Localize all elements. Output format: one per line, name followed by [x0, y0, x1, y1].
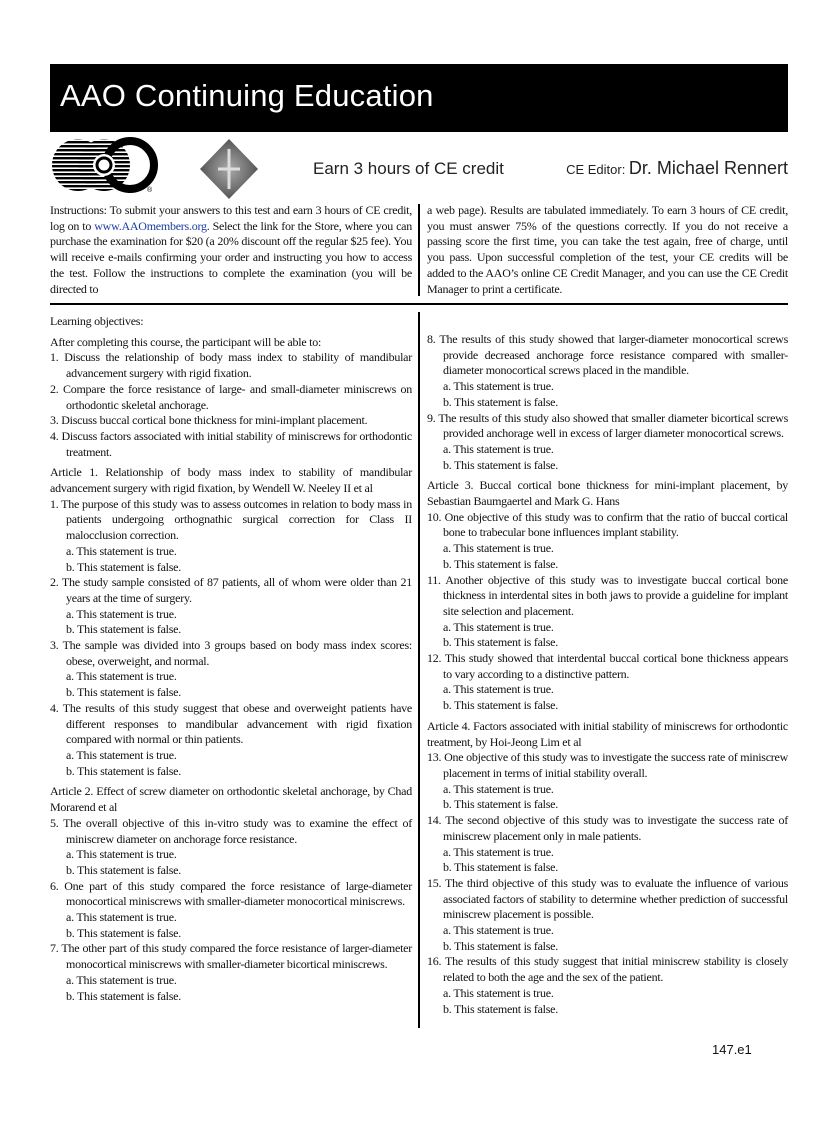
answer-option[interactable]: a. This statement is true.	[66, 910, 177, 925]
question-number: 1.	[50, 496, 59, 511]
section-heading: Learning objectives:	[50, 314, 144, 328]
question-text: One objective of this study was to investigate the success rate of miniscrew placement in terms of initial stability overall.	[443, 750, 789, 780]
question-text: The results of this study suggest that obese and overweight patients have different responses to mandibular advancement with rigid fixation compared with normal or thin patients.	[62, 700, 412, 747]
question-text: One objective of this study was to confirm that the ratio of buccal cortical bone to trabecular bone influences implant stability.	[443, 509, 789, 540]
question	[50, 816, 412, 847]
question-number: 3.	[50, 413, 59, 428]
question	[427, 573, 788, 620]
left-column	[50, 312, 412, 1004]
diamond-emblem-icon	[198, 137, 260, 201]
question-text: One part of this study compared the force resistance of large-diameter monocortical miniscrews with smaller-diameter monocortical miniscrews.	[64, 878, 412, 909]
answer-option[interactable]: a. This statement is true.	[443, 844, 554, 859]
answer-option[interactable]: a. This statement is true.	[66, 847, 177, 862]
question-number: 13.	[427, 750, 442, 765]
question-text: Discuss factors associated with initial stability of miniscrews for orthodontic treatment.	[61, 428, 413, 459]
question-number: 2.	[50, 575, 59, 590]
question-number: 8.	[427, 332, 436, 346]
answer-option[interactable]: b. This statement is false.	[443, 556, 559, 571]
ce-editor-label: CE Editor:	[566, 162, 629, 177]
aao-members-link[interactable]: www.AAOmembers.org	[94, 218, 207, 233]
question-text: The second objective of this study was to investigate the success rate of miniscrew placement only in male patients.	[443, 813, 788, 843]
question-text: Another objective of this study was to investigate buccal cortical bone thickness in interdental sites in both jaws to provide a guideline for implant site selection and placement.	[443, 572, 788, 618]
answer-option[interactable]: a. This statement is true.	[66, 747, 177, 762]
question	[427, 876, 788, 923]
question	[50, 382, 412, 413]
answer-option[interactable]: b. This statement is false.	[66, 925, 182, 940]
answer-option[interactable]: b. This statement is false.	[443, 698, 559, 713]
question-number: 16.	[427, 954, 442, 969]
question-number: 1.	[50, 350, 59, 365]
question	[427, 813, 788, 844]
ce-editor-name: Dr. Michael Rennert	[628, 158, 788, 178]
question-text: The study sample consisted of 87 patients, all of whom were older than 21 years at the time of surgery.	[61, 575, 412, 605]
question-number: 15.	[427, 875, 442, 890]
ce-editor	[566, 158, 788, 179]
answer-option[interactable]: b. This statement is false.	[443, 635, 559, 650]
question-number: 4.	[50, 428, 59, 443]
question	[50, 350, 412, 381]
page-title: AAO Continuing Education	[60, 78, 434, 113]
column-divider	[418, 312, 420, 1028]
instructions-text: Instructions: To submit your answers to this test and earn 3 hours of CE credit, log on to	[50, 203, 412, 233]
question-number: 6.	[50, 878, 59, 893]
answer-option[interactable]: b. This statement is false.	[66, 685, 182, 700]
column-divider	[418, 204, 420, 296]
question	[50, 701, 412, 748]
aao-logo-icon	[50, 137, 158, 193]
answer-option[interactable]: a. This statement is true.	[66, 669, 177, 684]
question-number: 10.	[427, 509, 442, 524]
instructions-left	[50, 203, 412, 297]
answer-option[interactable]: a. This statement is true.	[443, 781, 554, 796]
question	[427, 411, 788, 442]
question-number: 12.	[427, 651, 442, 666]
question	[50, 429, 412, 460]
question-number: 4.	[50, 700, 59, 715]
answer-option[interactable]: a. This statement is true.	[443, 379, 554, 394]
question-number: 9.	[427, 410, 436, 425]
answer-option[interactable]: a. This statement is true.	[66, 972, 177, 987]
page-number: 147.e1	[712, 1042, 752, 1057]
question-number: 14.	[427, 813, 442, 828]
question	[50, 497, 412, 544]
question-number: 3.	[50, 638, 59, 653]
answer-option[interactable]: a. This statement is true.	[443, 923, 554, 938]
answer-option[interactable]: b. This statement is false.	[66, 622, 182, 637]
answer-option[interactable]: a. This statement is true.	[66, 543, 177, 558]
answer-option[interactable]: a. This statement is true.	[443, 985, 554, 1000]
answer-option[interactable]: b. This statement is false.	[66, 988, 182, 1003]
question	[50, 575, 412, 606]
section-text: Article 4. Factors associated with initial stability of miniscrews for orthodontic treatment, by Hoi-Jeong Lim et al	[427, 718, 788, 749]
question-text: The sample was divided into 3 groups based on body mass index scores: obese, overweight, and normal.	[62, 638, 412, 668]
answer-option[interactable]: b. This statement is false.	[443, 938, 559, 953]
question-text: The results of this study suggest that initial miniscrew stability is closely related to both the age and the sex of the patient.	[443, 954, 788, 985]
question-number: 11.	[427, 572, 441, 587]
section-text: After completing this course, the participant will be able to:	[50, 334, 322, 349]
answer-option[interactable]: b. This statement is false.	[66, 559, 182, 574]
question-text: The other part of this study compared the force resistance of larger-diameter monocortical miniscrews with smaller-diameter bicortical miniscrews.	[61, 941, 413, 972]
answer-option[interactable]: b. This statement is false.	[443, 457, 559, 472]
answer-option[interactable]: a. This statement is true.	[443, 619, 554, 634]
question	[50, 638, 412, 669]
answer-option[interactable]: b. This statement is false.	[66, 862, 182, 877]
answer-option[interactable]: a. This statement is true.	[443, 541, 554, 556]
question-text: Compare the force resistance of large- and small-diameter miniscrews on orthodontic skeletal anchorage.	[62, 381, 412, 412]
question-text: The third objective of this study was to evaluate the influence of various associated factors of stability to determine whether prediction of successful miniscrew placement is possible.	[443, 875, 788, 922]
section-text: Article 3. Buccal cortical bone thickness for mini-implant placement, by Sebastian Baumgaertel and Mark G. Hans	[427, 478, 788, 509]
question-text: Discuss buccal cortical bone thickness for mini-implant placement.	[61, 413, 368, 428]
question-number: 7.	[50, 941, 59, 956]
question-number: 5.	[50, 815, 59, 830]
question	[50, 941, 412, 972]
answer-option[interactable]: b. This statement is false.	[66, 763, 182, 778]
answer-option[interactable]: b. This statement is false.	[443, 394, 559, 409]
question	[427, 332, 788, 379]
header-banner	[50, 64, 788, 132]
answer-option[interactable]: a. This statement is true.	[66, 606, 177, 621]
question-text: The results of this study showed that larger-diameter monocortical screws provide decreased anchorage force resistance compared with smaller-diameter monocortical screws placed in the mandible.	[439, 332, 788, 378]
question	[427, 510, 788, 541]
question	[50, 413, 412, 429]
question-text: Discuss the relationship of body mass index to stability of mandibular advancement surgery with rigid fixation.	[64, 350, 413, 381]
question	[50, 879, 412, 910]
section-text: Article 1. Relationship of body mass index to stability of mandibular advancement surgery with rigid fixation, by Wendell W. Neeley II et al	[50, 465, 412, 496]
question-text: This study showed that interdental buccal cortical bone thickness appears to vary according to a distinctive pattern.	[443, 651, 788, 681]
answer-option[interactable]: a. This statement is true.	[443, 682, 554, 697]
instructions-right: a web page). Results are tabulated immediately. To earn 3 hours of CE credit, you must answer 75% of the questions correctly. If you do not receive a passing score the first time, you can take the test again, free of charge, until you pass. Upon successful completion of the test, your CE credits will be added to the AAO’s online CE Credit Manager, and you can use the CE Credit Manager to print a certificate.	[427, 203, 788, 296]
ce-credit-hours: Earn 3 hours of CE credit	[313, 159, 504, 178]
question-text: The overall objective of this in-vitro study was to examine the effect of miniscrew diameter on anchorage force resistance.	[63, 815, 412, 846]
question-number: 2.	[50, 381, 59, 396]
answer-option[interactable]: b. This statement is false.	[443, 1001, 559, 1016]
answer-option[interactable]: a. This statement is true.	[443, 441, 554, 456]
question-text: The purpose of this study was to assess outcomes in relation to body mass in patients undergoing orthognathic surgical correction for Class II malocclusion correction.	[61, 496, 412, 543]
instructions-text: . Select the link for the Store, where you can purchase the examination for $20 (a 20% discount off the regular $25 fee). You will receive e-mails confirming your order and instructing you how to access the test. Follow the instructions to complete the examination (you will be directed to	[50, 218, 412, 296]
answer-option[interactable]: b. This statement is false.	[443, 860, 559, 875]
question-text: The results of this study also showed that smaller diameter bicortical screws provided anchorage well in excess of larger diameter monocortical screws.	[438, 410, 788, 441]
right-column	[427, 332, 788, 1017]
horizontal-rule	[50, 303, 788, 305]
answer-option[interactable]: b. This statement is false.	[443, 797, 559, 812]
question	[427, 651, 788, 682]
svg-text:®: ®	[147, 187, 153, 193]
question	[427, 954, 788, 985]
question	[427, 750, 788, 781]
section-text: Article 2. Effect of screw diameter on orthodontic skeletal anchorage, by Chad Morarend et al	[50, 784, 412, 815]
